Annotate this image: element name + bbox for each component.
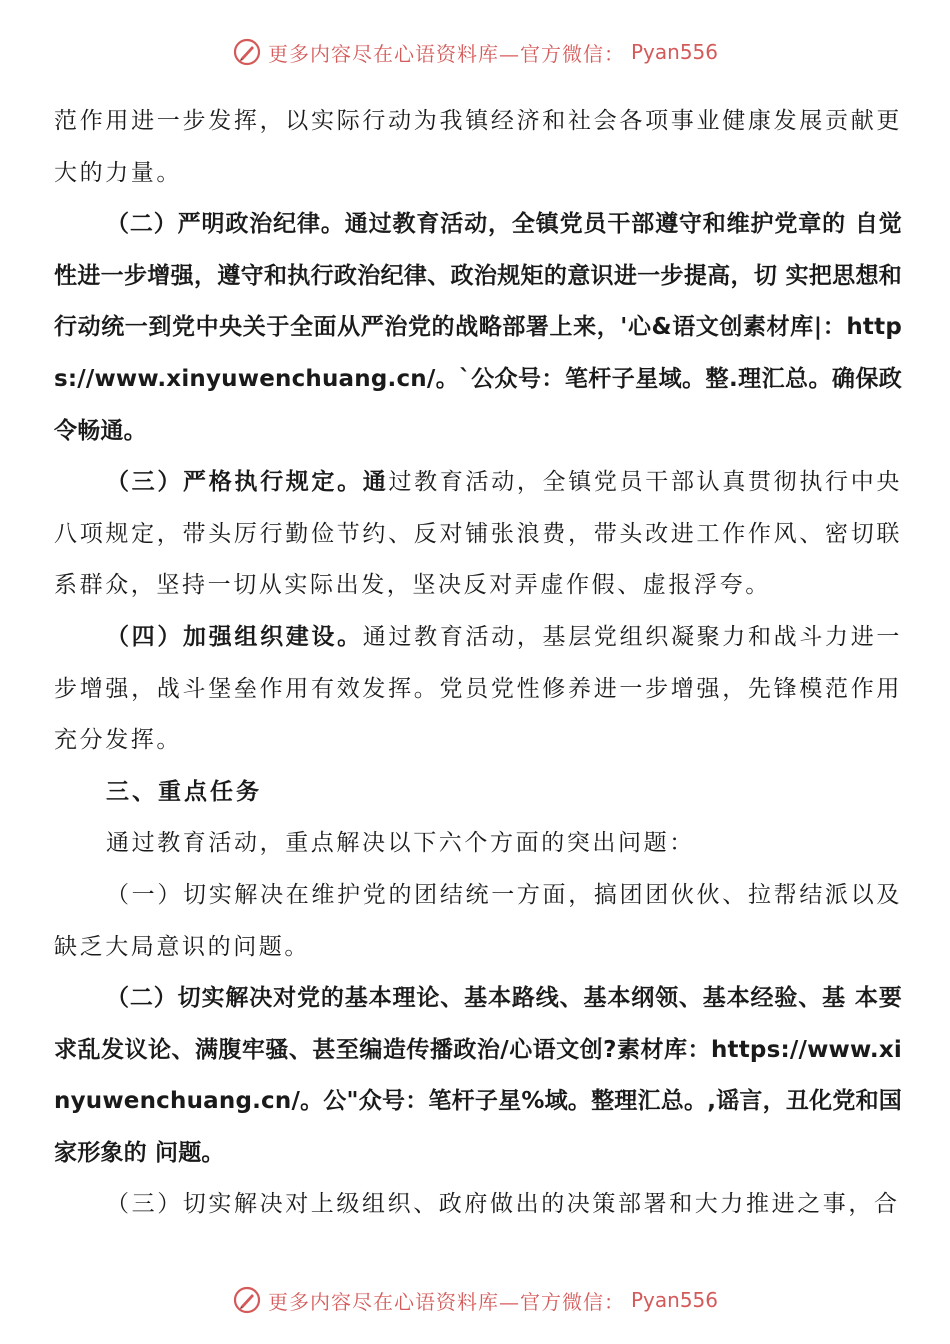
paragraph-2: （二）严明政治纪律。通过教育活动，全镇党员干部遵守和维护党章的 自觉性进一步增强，遵守和执行政治纪律、政治规矩的意识进一步提高，切 实把思想和行动统一到党中央关于全面从严治党的战略部署上来，'心&语文创素材库|：https://www.xinyuwenchuang.cn/。`公众号：笔杆子星域。整.理汇总。确保政令畅通。 <box>54 211 902 444</box>
paragraph-4-lead: （四）加强组织建设。 <box>106 623 363 650</box>
header-banner <box>0 32 950 72</box>
document-body <box>54 96 902 1231</box>
paragraph-4 <box>54 612 902 767</box>
header-wechat-id: Pyan556 <box>630 40 718 64</box>
paragraph-3-lead: （三）严格执行规定。通 <box>106 469 389 496</box>
paragraph-4-body: 通过教育活动，基层党组织凝聚力和战斗力进一步增强，战斗堡垒作用有效发挥。党员党性修养进一步增强，先锋模范作用充分发挥。 <box>54 623 902 754</box>
pen-logo-icon <box>232 1285 262 1315</box>
paragraph-3-body: 过教育活动，全镇党员干部认真贯彻执行中央八项规定，带头厉行勤俭节约、反对铺张浪费，带头改进工作作风、密切联系群众，坚持一切从实际出发，坚决反对弄虚作假、虚报浮夸。 <box>54 469 902 599</box>
footer-wechat-id: Pyan556 <box>630 1288 718 1312</box>
footer-banner <box>0 1280 950 1320</box>
header-banner-text: 更多内容尽在心语资料库—官方微信： <box>267 41 625 66</box>
paragraph-7: （二）切实解决对党的基本理论、基本路线、基本纲领、基本经验、基 本要求乱发议论、满腹牢骚、甚至编造传播政治/心语文创?素材库：https://www.xinyuwenchuang.cn/。公"众号：笔杆子星%域。整理汇总。,谣言，丑化党和国家形象的 问题。 <box>54 985 902 1166</box>
paragraph-1: 范作用进一步发挥，以实际行动为我镇经济和社会各项事业健康发展贡献更大的力量。 <box>54 108 902 186</box>
paragraph-5: 通过教育活动，重点解决以下六个方面的突出问题： <box>106 830 695 857</box>
footer-banner-text: 更多内容尽在心语资料库—官方微信： <box>267 1289 625 1314</box>
paragraph-8: （三）切实解决对上级组织、政府做出的决策部署和大力推进之事，合 <box>106 1191 900 1218</box>
paragraph-6: （一）切实解决在维护党的团结统一方面，搞团团伙伙、拉帮结派以及缺乏大局意识的问题。 <box>54 881 902 960</box>
pen-logo-icon <box>232 37 262 67</box>
section-heading: 三、重点任务 <box>106 778 262 805</box>
paragraph-3 <box>54 457 902 612</box>
